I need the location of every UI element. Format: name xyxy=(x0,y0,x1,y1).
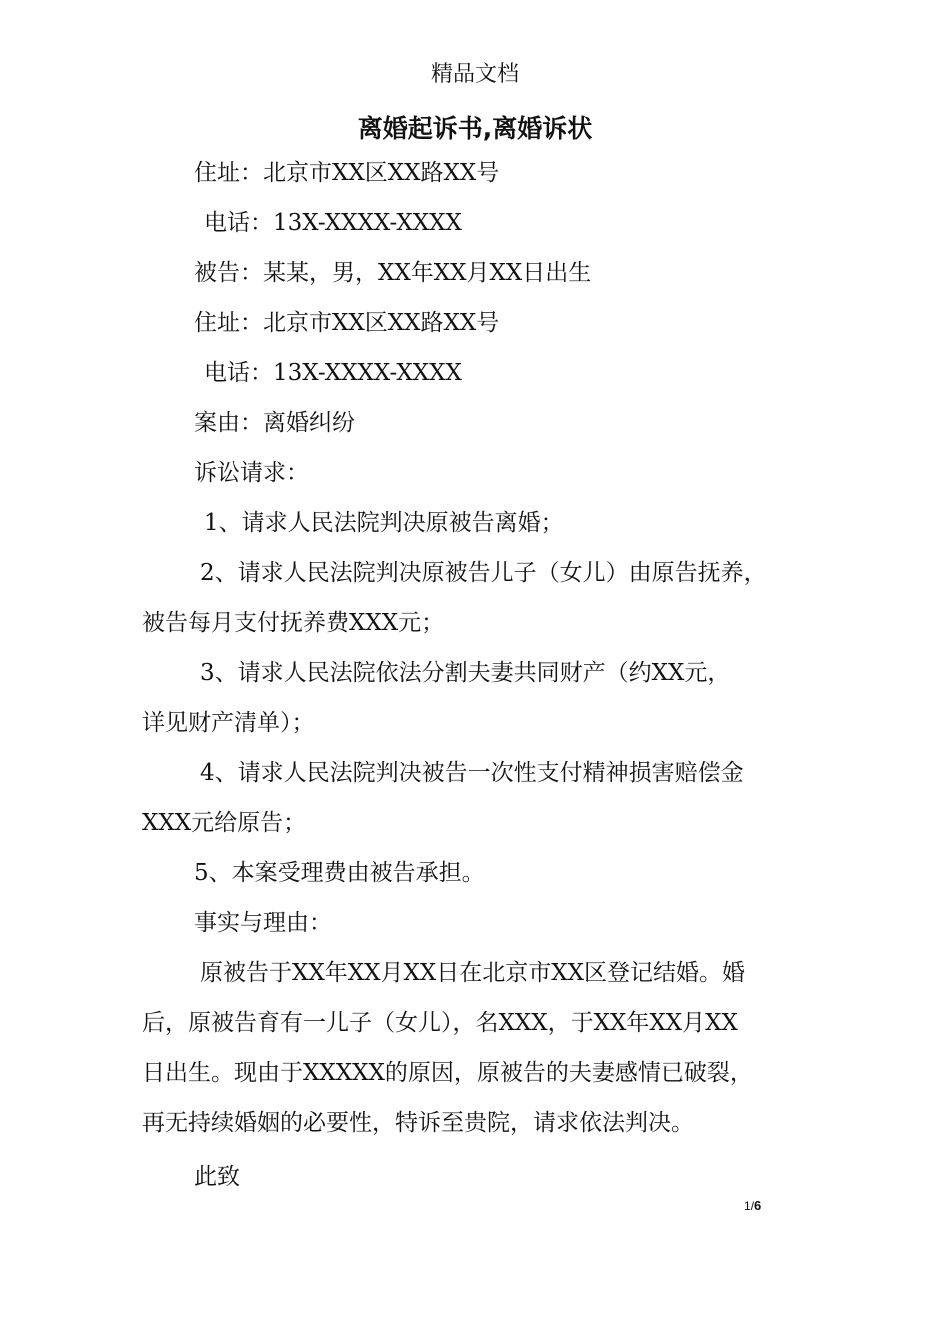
case-cause-line: 案由：离婚纠纷 xyxy=(194,410,355,436)
page-separator: / xyxy=(750,1199,755,1213)
claims-heading: 诉讼请求： xyxy=(194,460,309,486)
page-total: 6 xyxy=(754,1198,762,1213)
claim-item-3: 3、请求人民法院依法分割夫妻共同财产（约XX元， xyxy=(200,660,731,686)
phone-line-plaintiff: 电话：13X-XXXX-XXXX xyxy=(204,210,462,236)
claim-item-2-cont: 被告每月支付抚养费XXX元； xyxy=(142,610,445,636)
facts-paragraph-line-2: 后，原被告育有一儿子（女儿），名XXX，于XX年XX月XX xyxy=(142,1010,738,1036)
facts-heading: 事实与理由： xyxy=(194,910,332,936)
defendant-line: 被告：某某，男，XX年XX月XX日出生 xyxy=(194,260,592,286)
claim-item-2: 2、请求人民法院判决原被告儿子（女儿）由原告抚养， xyxy=(200,560,767,586)
address-line-defendant: 住址：北京市XX区XX路XX号 xyxy=(194,310,500,336)
document-header: 精品文档 xyxy=(430,62,519,87)
phone-line-defendant: 电话：13X-XXXX-XXXX xyxy=(204,360,462,386)
page-current: 1 xyxy=(744,1199,751,1213)
facts-paragraph-line-1: 原被告于XX年XX月XX日在北京市XX区登记结婚。婚 xyxy=(200,960,745,986)
claim-item-4-cont: XXX元给原告； xyxy=(142,810,307,836)
facts-paragraph-line-4: 再无持续婚姻的必要性，特诉至贵院，请求依法判决。 xyxy=(142,1110,694,1136)
document-title: 离婚起诉书,离婚诉状 xyxy=(357,114,593,143)
claim-item-1: 1、请求人民法院判决原被告离婚； xyxy=(204,510,564,536)
claim-item-4: 4、请求人民法院判决被告一次性支付精神损害赔偿金 xyxy=(200,760,744,786)
closing-line: 此致 xyxy=(194,1164,240,1190)
claim-item-3-cont: 详见财产清单）； xyxy=(142,710,315,736)
page-number xyxy=(744,1198,761,1213)
claim-item-5: 5、本案受理费由被告承担。 xyxy=(194,860,485,886)
facts-paragraph-line-3: 日出生。现由于XXXXX的原因，原被告的夫妻感情已破裂， xyxy=(142,1060,753,1086)
address-line-plaintiff: 住址：北京市XX区XX路XX号 xyxy=(194,160,500,186)
